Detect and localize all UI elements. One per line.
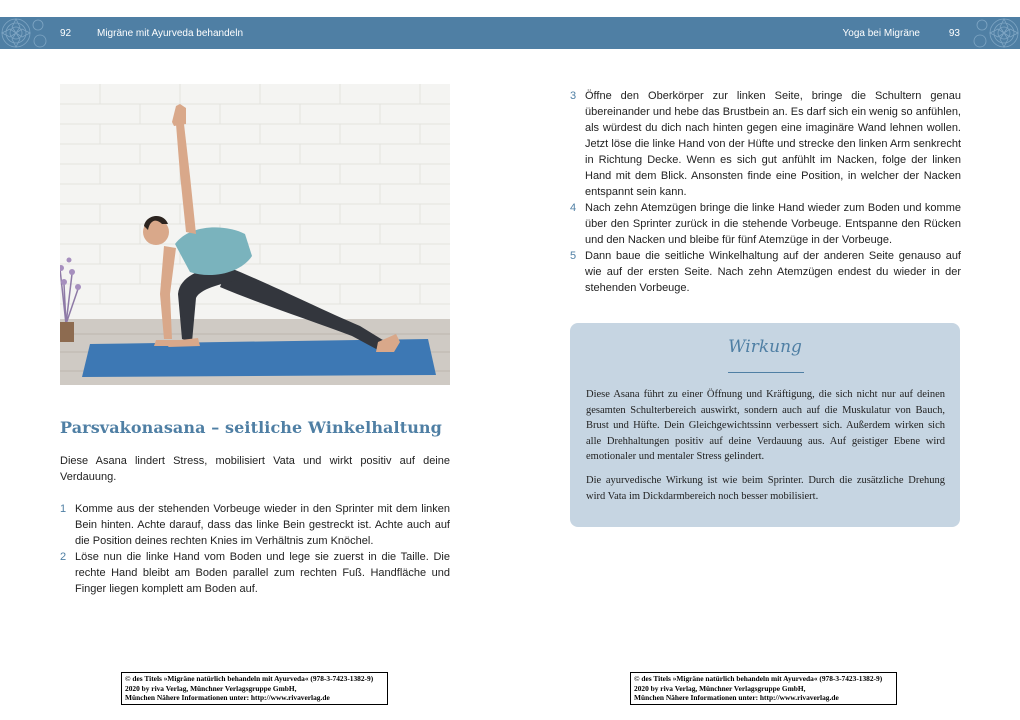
mandala-ornament-icon [972,17,1020,49]
copyright-line: München Nähere Informationen unter: http://www.rivaverlag.de [125,693,330,703]
wirkung-body [586,387,945,504]
section-heading: Parsvakonasana – seitliche Winkelhaltung [60,418,442,437]
intro-paragraph: Diese Asana lindert Stress, mobilisiert Vata und wirkt positiv auf deine Verdauung. [60,455,450,483]
step-number: 5 [570,250,577,262]
left-running-title: Migräne mit Ayurveda behandeln [97,28,244,39]
copyright-line: München Nähere Informationen unter: http://www.rivaverlag.de [634,693,839,703]
step-list-left [60,501,450,597]
step-number: 4 [570,202,577,214]
title-divider [728,372,804,373]
copyright-line: © des Titels »Migräne natürlich behandeln mit Ayurveda« (978-3-7423-1382-9) [634,674,883,683]
running-header [0,17,1020,49]
step-list-right [570,88,961,296]
wirkung-title: Wirkung [728,337,802,357]
yoga-pose-photo [60,84,450,385]
step-item [570,88,961,200]
step-text: Nach zehn Atemzügen bringe die linke Hand wieder zum Boden und komme über den Sprinter zurück in die stehende Vorbeuge. Entspanne den Rücken und den Nacken und bleibe für fünf Atemzüge in der Vorbeuge. [585,202,961,246]
step-number: 1 [60,503,67,515]
copyright-notice-left [121,672,388,705]
copyright-line: 2020 by riva Verlag, Münchner Verlagsgruppe GmbH, [634,683,806,693]
step-number: 2 [60,551,67,563]
step-text: Löse nun die linke Hand vom Boden und lege sie zuerst in die Taille. Die rechte Hand bleibt am Boden parallel zum rechten Fuß. Handfläche und Finger liegen komplett am Boden auf. [75,551,450,595]
step-item [570,248,961,296]
mandala-ornament-icon [0,17,48,49]
wirkung-box [570,323,960,527]
copyright-line: © des Titels »Migräne natürlich behandeln mit Ayurveda« (978-3-7423-1382-9) [125,674,374,683]
copyright-line: 2020 by riva Verlag, Münchner Verlagsgruppe GmbH, [125,683,297,693]
copyright-notice-right [630,672,897,705]
step-number: 3 [570,90,577,102]
right-running-title: Yoga bei Migräne [842,28,920,39]
wirkung-paragraph: Die ayurvedische Wirkung ist wie beim Sprinter. Durch die zusätzliche Drehung wird Vata im Dickdarmbereich noch besser mobilisiert. [586,474,945,502]
step-text: Öffne den Oberkörper zur linken Seite, bringe die Schultern genau übereinander und hebe das Brustbein an. Es darf sich ein wenig so anfühlen, als würdest du dich nach hinten gegen eine imaginäre Wand lehnen wollen. Jetzt löse die linke Hand von der Hüfte und strecke den linken Arm senkrecht in Richtung Decke. Wenn es sich gut anfühlt im Nacken, folge der linken Hand mit dem Blick. Ansonsten finde eine Position, in welcher der Nacken entspannt sein kann. [585,90,961,198]
left-page-number: 92 [60,28,72,39]
right-page-number: 93 [948,28,960,39]
step-item [570,200,961,248]
step-text: Komme aus der stehenden Vorbeuge wieder in den Sprinter mit dem linken Bein hinten. Achte darauf, dass das linke Bein gestreckt ist. Achte auch auf die Position deines rechten Knies im Verhältnis zum Knöchel. [75,503,450,547]
yoga-pose-illustration [60,84,450,385]
step-item [60,549,450,597]
step-item [60,501,450,549]
wirkung-paragraph: Diese Asana führt zu einer Öffnung und Kräftigung, die sich nicht nur auf deinen gesamten Schulterbereich auswirkt, sondern auch auf die Muskulatur von Bauch, Brust und Hüfte. Dein Gleichgewichtssinn verbessert sich. Außerdem wirken sich alle Drehhaltungen positiv auf deine Verdauung aus. Auf geistiger Ebene wird emotionaler und mentaler Stress gelindert. [586,389,945,463]
step-text: Dann baue die seitliche Winkelhaltung auf der anderen Seite genauso auf wie auf der ersten Seite. Nach zehn Atemzügen endest du wieder in der stehenden Vorbeuge. [585,250,961,294]
